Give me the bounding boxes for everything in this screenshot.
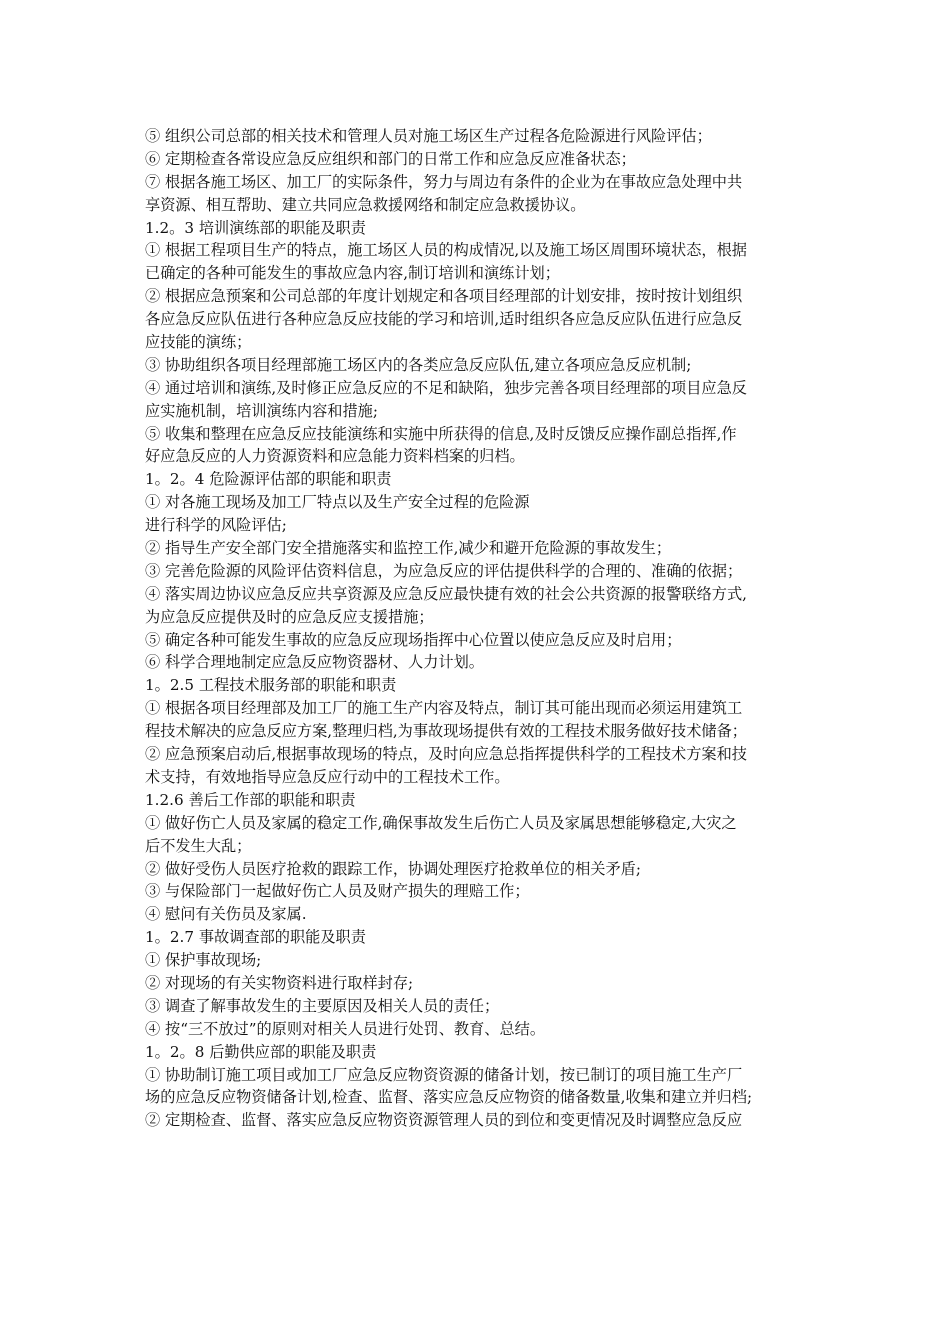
text-line: ① 协助制订施工项目或加工厂应急反应物资资源的储备计划，按已制订的项目施工生产厂 xyxy=(145,1065,743,1084)
text-line: 享资源、相互帮助、建立共同应急救援网络和制定应急救援协议。 xyxy=(145,195,586,214)
text-line: ② 指导生产安全部门安全措施落实和监控工作,减少和避开危险源的事故发生； xyxy=(145,539,672,558)
section-heading: 1。2.7 事故调查部的职能及职责 xyxy=(145,928,366,947)
text-line: ② 定期检查、监督、落实应急反应物资资源管理人员的到位和变更情况及时调整应急反应 xyxy=(145,1111,743,1130)
section-heading: 1.2。3 培训演练部的职能及职责 xyxy=(145,218,366,237)
text-line: 术支持，有效地指导应急反应行动中的工程技术工作。 xyxy=(145,767,510,786)
text-line: ① 根据工程项目生产的特点，施工场区人员的构成情况,以及施工场区周围环境状态，根据 xyxy=(145,241,747,260)
text-line: ⑥ 定期检查各常设应急反应组织和部门的日常工作和应急反应准备状态； xyxy=(145,149,636,168)
text-line: ③ 与保险部门一起做好伤亡人员及财产损失的理赔工作； xyxy=(145,882,530,901)
text-line: ⑤ 确定各种可能发生事故的应急反应现场指挥中心位置以使应急反应及时启用； xyxy=(145,630,682,649)
text-line: ⑤ 收集和整理在应急反应技能演练和实施中所获得的信息,及时反馈反应操作副总指挥,作 xyxy=(145,424,737,443)
text-line: ⑥ 科学合理地制定应急反应物资器材、人力计划。 xyxy=(145,653,484,672)
text-line: ⑤ 组织公司总部的相关技术和管理人员对施工场区生产过程各危险源进行风险评估； xyxy=(145,127,712,145)
section-heading: 1.2.6 善后工作部的职能和职责 xyxy=(145,790,356,809)
text-line: 后不发生大乱； xyxy=(145,836,252,855)
text-line: ④ 按“三不放过”的原则对相关人员进行处罚、教育、总结。 xyxy=(145,1019,546,1038)
text-line: 各应急反应队伍进行各种应急反应技能的学习和培训,适时组织各应急反应队伍进行应急反 xyxy=(145,310,743,329)
text-line: ① 保护事故现场; xyxy=(145,951,262,970)
text-line: 程技术解决的应急反应方案,整理归档,为事故现场提供有效的工程技术服务做好技术储备； xyxy=(145,722,747,741)
section-heading: 1。2。8 后勤供应部的职能及职责 xyxy=(145,1042,377,1061)
text-line: 已确定的各种可能发生的事故应急内容,制订培训和演练计划； xyxy=(145,264,560,283)
text-line: ② 对现场的有关实物资料进行取样封存; xyxy=(145,973,414,992)
text-line: 为应急反应提供及时的应急反应支援措施； xyxy=(145,607,434,626)
text-line: 进行科学的风险评估; xyxy=(145,516,287,535)
text-line: 应技能的演练； xyxy=(145,333,252,352)
text-line: ② 根据应急预案和公司总部的年度计划规定和各项目经理部的计划安排，按时按计划组织 xyxy=(145,287,743,306)
text-line: ① 对各施工现场及加工厂特点以及生产安全过程的危险源 xyxy=(145,493,530,512)
text-line: ③ 调查了解事故发生的主要原因及相关人员的责任； xyxy=(145,996,500,1015)
text-line: ③ 完善危险源的风险评估资料信息，为应急反应的评估提供科学的合理的、准确的依据； xyxy=(145,561,743,580)
text-line: 应实施机制，培训演练内容和措施; xyxy=(145,401,378,420)
text-line: ③ 协助组织各项目经理部施工场区内的各类应急反应队伍,建立各项应急反应机制; xyxy=(145,355,692,374)
document-page xyxy=(145,125,815,1132)
text-line: 好应急反应的人力资源资料和应急能力资料档案的归档。 xyxy=(145,447,525,466)
text-line: ④ 落实周边协议应急反应共享资源及应急反应最快捷有效的社会公共资源的报警联络方式, xyxy=(145,584,747,603)
text-line: 场的应急反应物资储备计划,检查、监督、落实应急反应物资的储备数量,收集和建立并归档; xyxy=(145,1088,753,1107)
text-line: ④ 通过培训和演练,及时修正应急反应的不足和缺陷，独步完善各项目经理部的项目应急反 xyxy=(145,378,747,397)
text-line: ② 应急预案启动后,根据事故现场的特点，及时向应急总指挥提供科学的工程技术方案和技 xyxy=(145,745,747,764)
text-line: ① 做好伤亡人员及家属的稳定工作,确保事故发生后伤亡人员及家属思想能够稳定,大灾之 xyxy=(145,813,737,832)
text-line: ④ 慰问有关伤员及家属. xyxy=(145,905,307,924)
section-heading: 1。2.5 工程技术服务部的职能和职责 xyxy=(145,676,397,695)
text-line: ② 做好受伤人员医疗抢救的跟踪工作，协调处理医疗抢救单位的相关矛盾; xyxy=(145,859,641,878)
text-line: ⑦ 根据各施工场区、加工厂的实际条件，努力与周边有条件的企业为在事故应急处理中共 xyxy=(145,172,743,191)
section-heading: 1。2。4 危险源评估部的职能和职责 xyxy=(145,470,392,489)
text-line: ① 根据各项目经理部及加工厂的施工生产内容及特点，制订其可能出现而必须运用建筑工 xyxy=(145,699,743,718)
